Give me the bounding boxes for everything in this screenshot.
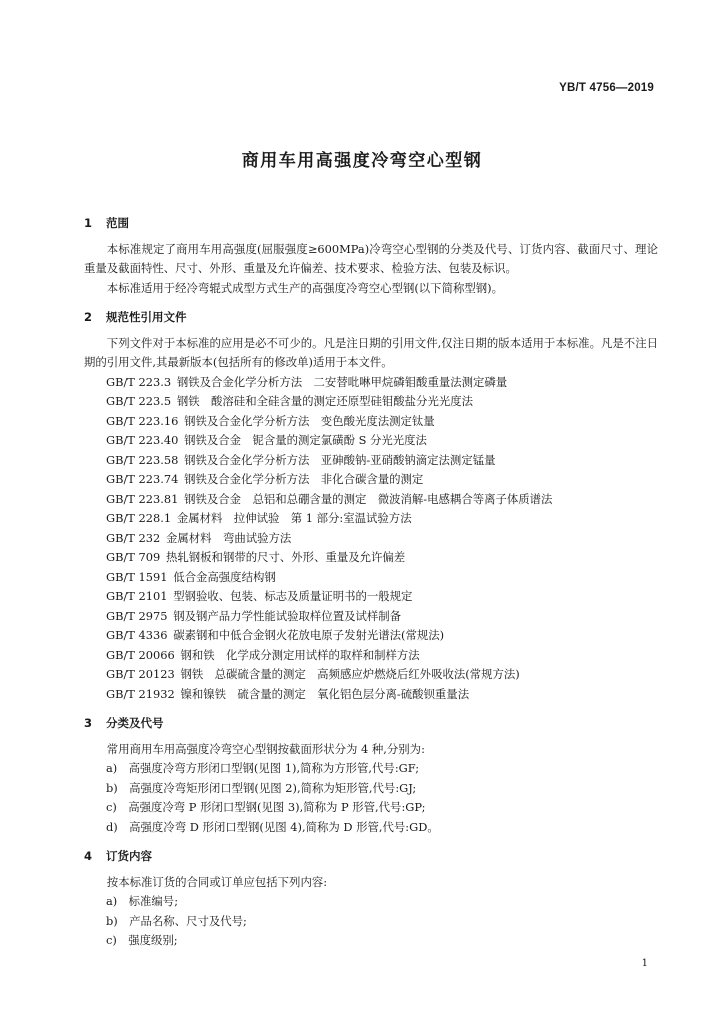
reference-item bbox=[84, 431, 658, 451]
list-item: c) 强度级别; bbox=[106, 933, 178, 947]
reference-item bbox=[84, 373, 658, 393]
document-body bbox=[84, 214, 658, 951]
reference-title: 金属材料 拉伸试验 第 1 部分:室温试验方法 bbox=[176, 511, 412, 525]
section-title: 规范性引用文件 bbox=[106, 310, 187, 324]
reference-item bbox=[84, 392, 658, 412]
classification-intro: 常用商用车用高强度冷弯空心型钢按截面形状分为 4 种,分别为: bbox=[106, 741, 425, 756]
list-item: d) 高强度冷弯 D 形闭口型钢(见图 4),简称为 D 形管,代号:GD。 bbox=[106, 819, 439, 834]
references-intro: 下列文件对于本标准的应用是必不可少的。凡是注日期的引用文件,仅注日期的版本适用于本标准。凡是不注日期的引用文件,其最新版本(包括所有的修改单)适用于本文件。 bbox=[84, 335, 658, 369]
section-number: 1 bbox=[84, 216, 93, 230]
reference-title: 钢铁及合金化学分析方法 变色酸光度法测定钛量 bbox=[184, 413, 435, 428]
reference-code: GB/T 223.58 bbox=[106, 452, 179, 467]
section-4-heading bbox=[84, 847, 658, 867]
reference-item bbox=[84, 587, 658, 607]
list-item: a) 标准编号; bbox=[106, 894, 179, 908]
section-title: 订货内容 bbox=[106, 849, 152, 863]
document-title: 商用车用高强度冷弯空心型钢 bbox=[241, 151, 483, 171]
reference-item bbox=[84, 646, 658, 666]
reference-title: 钢铁及合金化学分析方法 亚砷酸钠-亚硝酸钠滴定法测定锰量 bbox=[184, 452, 496, 467]
reference-code: GB/T 21932 bbox=[106, 686, 175, 701]
section-number: 4 bbox=[84, 849, 93, 863]
reference-title: 钢铁及合金 总铝和总硼含量的测定 微波消解-电感耦合等离子体质谱法 bbox=[184, 491, 553, 506]
reference-item bbox=[84, 490, 658, 510]
reference-code: GB/T 232 bbox=[106, 530, 161, 545]
reference-item bbox=[84, 568, 658, 588]
reference-list bbox=[84, 373, 658, 705]
list-item: b) 产品名称、尺寸及代号; bbox=[106, 913, 247, 928]
reference-code: GB/T 223.81 bbox=[106, 491, 179, 506]
reference-title: 钢铁 总碳硫含量的测定 高频感应炉燃烧后红外吸收法(常规方法) bbox=[180, 667, 520, 681]
ordering-intro: 按本标准订货的合同或订单应包括下列内容: bbox=[106, 874, 328, 889]
reference-title: 金属材料 弯曲试验方法 bbox=[165, 530, 292, 545]
reference-item bbox=[84, 685, 658, 705]
reference-code: GB/T 20123 bbox=[106, 667, 175, 681]
reference-title: 低合金高强度结构钢 bbox=[173, 569, 276, 584]
list-item: b) 高强度冷弯矩形闭口型钢(见图 2),简称为矩形管,代号:GJ; bbox=[106, 780, 417, 795]
section-title: 分类及代号 bbox=[106, 716, 164, 730]
reference-code: GB/T 20066 bbox=[106, 647, 175, 662]
page-number: 1 bbox=[641, 958, 648, 969]
reference-item bbox=[84, 470, 658, 490]
reference-code: GB/T 223.16 bbox=[106, 413, 179, 428]
reference-title: 碳素钢和中低合金钢火花放电原子发射光谱法(常规法) bbox=[173, 628, 445, 642]
reference-title: 热轧钢板和钢带的尺寸、外形、重量及允许偏差 bbox=[165, 550, 406, 564]
standard-code: YB/T 4756—2019 bbox=[559, 82, 654, 94]
list-item: c) 高强度冷弯 P 形闭口型钢(见图 3),简称为 P 形管,代号:GP; bbox=[106, 800, 426, 814]
reference-code: GB/T 228.1 bbox=[106, 511, 172, 525]
reference-code: GB/T 2101 bbox=[106, 589, 168, 603]
reference-code: GB/T 223.5 bbox=[106, 394, 172, 408]
section-3-heading bbox=[84, 714, 658, 734]
reference-code: GB/T 2975 bbox=[106, 608, 168, 623]
reference-item bbox=[84, 665, 658, 685]
reference-title: 钢和铁 化学成分测定用试样的取样和制样方法 bbox=[180, 647, 420, 662]
reference-title: 型钢验收、包装、标志及质量证明书的一般规定 bbox=[173, 589, 413, 603]
scope-paragraph-2: 本标准适用于经冷弯辊式成型方式生产的高强度冷弯空心型钢(以下简称型钢)。 bbox=[106, 280, 503, 295]
reference-title: 钢铁及合金化学分析方法 非化合碳含量的测定 bbox=[184, 472, 424, 486]
reference-item bbox=[84, 626, 658, 646]
section-number: 2 bbox=[84, 310, 93, 324]
reference-code: GB/T 4336 bbox=[106, 628, 168, 642]
reference-item bbox=[84, 412, 658, 432]
reference-item bbox=[84, 548, 658, 568]
reference-title: 镍和镍铁 硫含量的测定 氧化铝色层分离-硫酸钡重量法 bbox=[180, 686, 470, 701]
reference-title: 钢铁及合金 铌含量的测定氯磺酚 S 分光光度法 bbox=[184, 433, 427, 447]
section-title: 范围 bbox=[106, 216, 129, 230]
reference-item bbox=[84, 509, 658, 529]
reference-title: 钢及钢产品力学性能试验取样位置及试样制备 bbox=[173, 608, 402, 623]
reference-item bbox=[84, 451, 658, 471]
list-item: a) 高强度冷弯方形闭口型钢(见图 1),简称为方形管,代号:GF; bbox=[106, 761, 420, 775]
reference-code: GB/T 223.40 bbox=[106, 433, 179, 447]
reference-code: GB/T 709 bbox=[106, 550, 161, 564]
reference-item bbox=[84, 607, 658, 627]
section-1-heading bbox=[84, 214, 658, 234]
reference-code: GB/T 223.74 bbox=[106, 472, 179, 486]
section-2-heading bbox=[84, 308, 658, 328]
reference-code: GB/T 223.3 bbox=[106, 374, 172, 389]
reference-title: 钢铁及合金化学分析方法 二安替吡啉甲烷磷钼酸重量法测定磷量 bbox=[176, 374, 508, 389]
reference-item bbox=[84, 529, 658, 549]
reference-title: 钢铁 酸溶硅和全硅含量的测定还原型硅钼酸盐分光光度法 bbox=[176, 394, 474, 408]
section-number: 3 bbox=[84, 716, 93, 730]
reference-code: GB/T 1591 bbox=[106, 569, 168, 584]
scope-paragraph-1: 本标准规定了商用车用高强度(屈服强度≥600MPa)冷弯空心型钢的分类及代号、订货内容、截面尺寸、理论重量及截面特性、尺寸、外形、重量及允许偏差、技术要求、检验方法、包装及标识。 bbox=[84, 241, 658, 275]
